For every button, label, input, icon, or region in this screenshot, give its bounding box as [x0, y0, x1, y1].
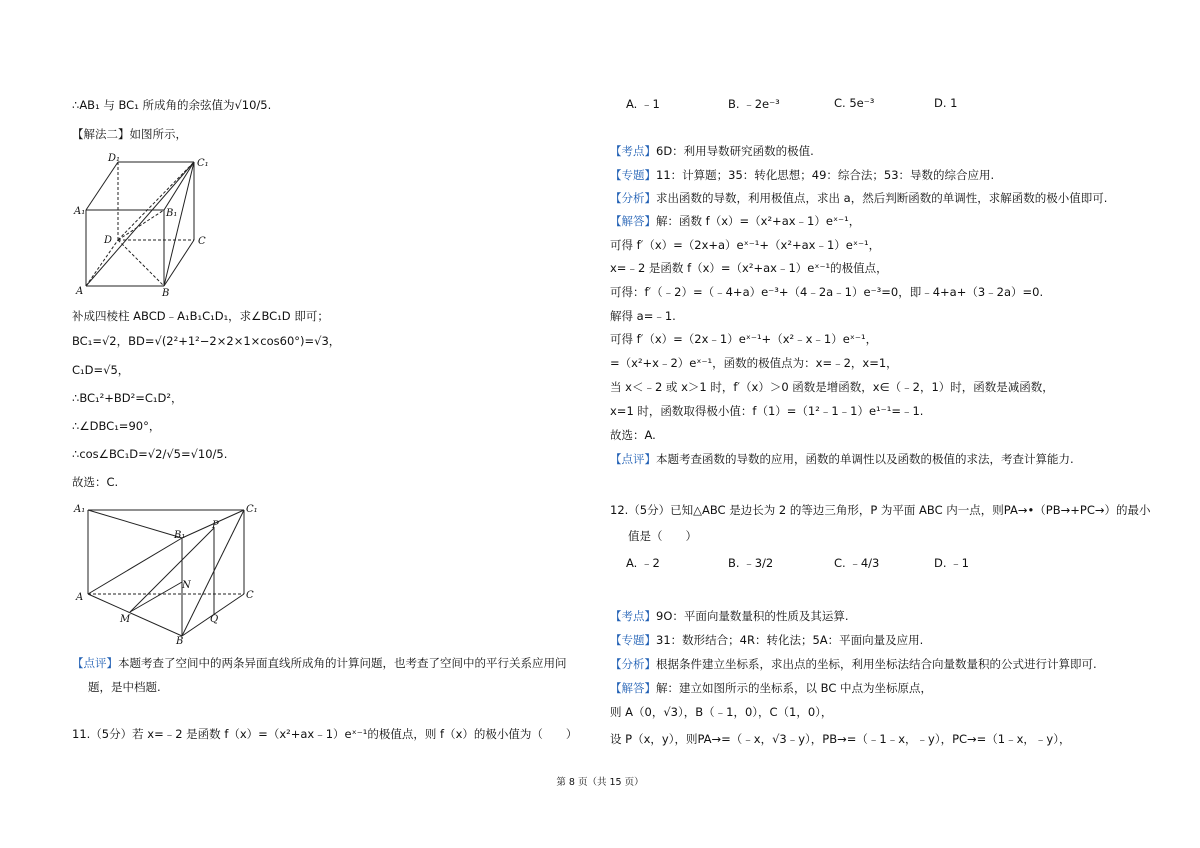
- svg-text:B₁: B₁: [166, 208, 178, 219]
- text-line: C₁D=√5，: [72, 363, 130, 377]
- zhuanti-line: [610, 167, 994, 183]
- text-line: 解得 a=﹣1.: [610, 309, 676, 323]
- svg-text:Q: Q: [210, 614, 219, 625]
- dianping-text: 本题考查函数的导数的应用，函数的单调性以及函数的极值的求法，考查计算能力.: [656, 452, 1074, 466]
- text-line: 故选：A.: [610, 428, 656, 442]
- text-line: ∴cos∠BC₁D=√2/√5=√10/5.: [72, 447, 228, 461]
- page-footer: 第 8 页（共 15 页）: [556, 777, 644, 788]
- question-12: 12.（5分）已知△ABC 是边长为 2 的等边三角形，P 为平面 ABC 内一点，则PA→•（PB→+PC→）的最小: [610, 503, 1151, 517]
- svg-text:A: A: [76, 592, 84, 603]
- cube-figure: [72, 150, 222, 300]
- text-line: x=1 时，函数取得极小值：f（1）=（1²﹣1﹣1）e¹⁻¹=﹣1.: [610, 404, 924, 418]
- svg-text:C: C: [198, 236, 206, 247]
- kaodian-text: 9O：平面向量数量积的性质及其运算.: [656, 609, 849, 623]
- kaodian-tag: 【考点】: [610, 144, 656, 158]
- option-a: A. ﹣1: [626, 97, 660, 111]
- zhuanti-text: 11：计算题；35：转化思想；49：综合法；53：导数的综合应用.: [656, 168, 995, 182]
- text-line: =（x²+x﹣2）eˣ⁻¹，函数的极值点为：x=﹣2，x=1，: [610, 356, 898, 370]
- zhuanti-tag: 【专题】: [610, 168, 656, 182]
- svg-text:D₁: D₁: [108, 153, 121, 164]
- jieda-text: 解：函数 f（x）=（x²+ax﹣1）eˣ⁻¹，: [656, 214, 861, 228]
- zhuanti-tag: 【专题】: [610, 633, 656, 647]
- fenxi-line: [610, 656, 1097, 672]
- fenxi-text: 根据条件建立坐标系，求出点的坐标，利用坐标法结合向量数量积的公式进行计算即可.: [656, 657, 1097, 671]
- svg-text:A₁: A₁: [74, 206, 86, 217]
- text-line: 补成四棱柱 ABCD﹣A₁B₁C₁D₁，求∠BC₁D 即可；: [72, 309, 329, 323]
- comment-tag: 【点评】: [72, 656, 118, 670]
- svg-text:A₁: A₁: [74, 504, 86, 515]
- svg-text:A: A: [76, 286, 84, 297]
- fenxi-tag: 【分析】: [610, 191, 656, 205]
- svg-text:M: M: [120, 614, 131, 625]
- question-12-cont: 值是（ ）: [628, 529, 697, 543]
- fenxi-tag: 【分析】: [610, 657, 656, 671]
- svg-text:C₁: C₁: [197, 158, 209, 169]
- text-line: 当 x＜﹣2 或 x＞1 时，f′（x）＞0 函数是增函数，x∈（﹣2，1）时，函数是减函数，: [610, 380, 1054, 394]
- comment-line: [72, 655, 567, 671]
- svg-text:C: C: [246, 590, 254, 601]
- option-d: D. ﹣1: [934, 556, 969, 570]
- option-b: B. ﹣3/2: [728, 556, 774, 570]
- question-11: 11.（5分）若 x=﹣2 是函数 f（x）=（x²+ax﹣1）eˣ⁻¹的极值点，则 f（x）的极小值为（ ）: [72, 727, 578, 741]
- jieda-tag: 【解答】: [610, 214, 656, 228]
- comment-text: 本题考查了空间中的两条异面直线所成角的计算问题，也考查了空间中的平行关系应用问: [118, 656, 567, 670]
- option-c: C. ﹣4/3: [834, 556, 880, 570]
- text-line: 【解法二】如图所示，: [72, 127, 187, 141]
- text-line: ∴BC₁²+BD²=C₁D²，: [72, 391, 183, 405]
- option-a: A. ﹣2: [626, 556, 660, 570]
- text-line: 可得 f′（x）=（2x+a）eˣ⁻¹+（x²+ax﹣1）eˣ⁻¹，: [610, 238, 881, 252]
- text-line: 可得 f′（x）=（2x﹣1）eˣ⁻¹+（x²﹣x﹣1）eˣ⁻¹，: [610, 332, 878, 346]
- text-line: BC₁=√2，BD=√(2²+1²−2×2×1×cos60°)=√3，: [72, 334, 341, 348]
- dianping-line: [610, 451, 1074, 467]
- option-c: C. 5e⁻³: [834, 96, 875, 110]
- jieda-line: [610, 680, 932, 696]
- kaodian-line: [610, 143, 814, 159]
- jieda-text: 解：建立如图所示的坐标系，以 BC 中点为坐标原点，: [656, 681, 933, 695]
- svg-text:P: P: [212, 520, 219, 531]
- text-line: x=﹣2 是函数 f（x）=（x²+ax﹣1）eˣ⁻¹的极值点，: [610, 261, 888, 275]
- text-line: 设 P（x，y），则PA→=（﹣x，√3﹣y），PB→=（﹣1﹣x，﹣y），PC→=（1﹣x，﹣y），: [610, 732, 1071, 746]
- text-line: 可得：f′（﹣2）=（﹣4+a）e⁻³+（4﹣2a﹣1）e⁻³=0，即﹣4+a+（3﹣2a）=0.: [610, 285, 1044, 299]
- fenxi-line: [610, 190, 1107, 206]
- kaodian-line: [610, 608, 849, 624]
- zhuanti-line: [610, 632, 923, 648]
- prism-figure: [72, 498, 262, 646]
- text-line: 则 A（0，√3），B（﹣1，0），C（1，0），: [610, 705, 833, 719]
- kaodian-tag: 【考点】: [610, 609, 656, 623]
- option-d: D. 1: [934, 96, 958, 110]
- svg-text:B₁: B₁: [174, 530, 186, 541]
- jieda-line: [610, 213, 860, 229]
- dianping-tag: 【点评】: [610, 452, 656, 466]
- text-line: ∴AB₁ 与 BC₁ 所成角的余弦值为√10/5.: [72, 98, 272, 112]
- zhuanti-text: 31：数形结合；4R：转化法；5A：平面向量及应用.: [656, 633, 924, 647]
- text-line: 故选：C.: [72, 475, 119, 489]
- option-b: B. ﹣2e⁻³: [728, 97, 780, 111]
- svg-text:D: D: [104, 235, 113, 246]
- fenxi-text: 求出函数的导数，利用极值点，求出 a，然后判断函数的单调性，求解函数的极小值即可.: [656, 191, 1108, 205]
- kaodian-text: 6D：利用导数研究函数的极值.: [656, 144, 814, 158]
- svg-text:N: N: [182, 580, 191, 591]
- jieda-tag: 【解答】: [610, 681, 656, 695]
- svg-text:B: B: [162, 288, 170, 299]
- text-line: ∴∠DBC₁=90°，: [72, 419, 161, 433]
- svg-text:B: B: [176, 636, 184, 646]
- svg-text:C₁: C₁: [246, 504, 258, 515]
- text-line: 题，是中档题.: [88, 680, 161, 694]
